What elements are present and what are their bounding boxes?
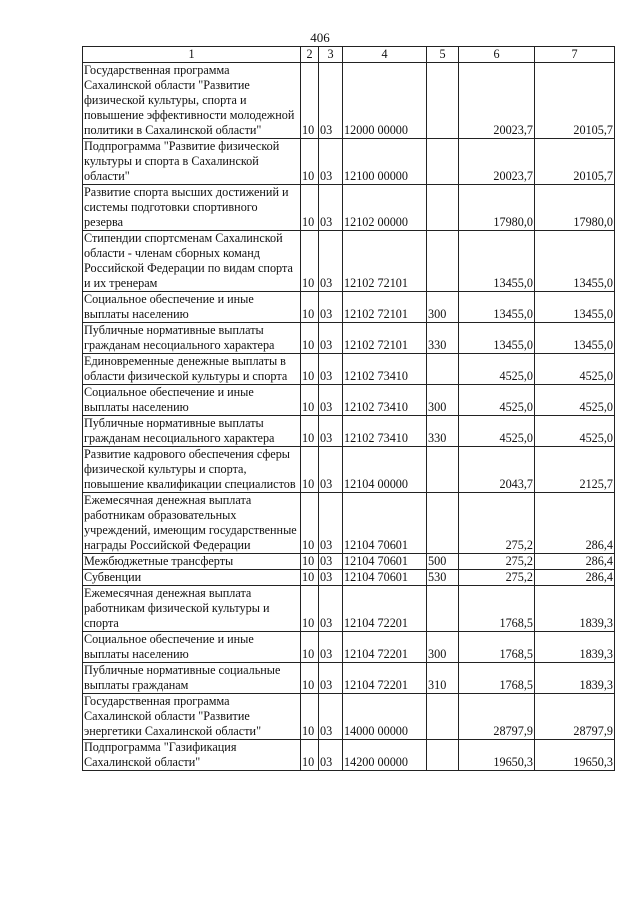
- expense-type-cell: 310: [427, 663, 459, 694]
- section-code-cell: 10: [301, 632, 319, 663]
- amount-year2-cell: 1839,3: [535, 586, 615, 632]
- table-row: [83, 63, 615, 139]
- amount-year1-cell: 4525,0: [459, 354, 535, 385]
- section-code-cell: 10: [301, 694, 319, 740]
- section-code-cell: 10: [301, 740, 319, 771]
- expense-type-cell: [427, 447, 459, 493]
- subsection-code-cell: 03: [319, 740, 343, 771]
- target-article-cell: 12104 72201: [343, 663, 427, 694]
- table-row: [83, 385, 615, 416]
- expense-type-cell: 300: [427, 385, 459, 416]
- amount-year2-cell: 19650,3: [535, 740, 615, 771]
- table-row: [83, 570, 615, 586]
- subsection-code-cell: 03: [319, 632, 343, 663]
- section-code-cell: 10: [301, 354, 319, 385]
- expense-type-cell: [427, 63, 459, 139]
- budget-table: [82, 46, 615, 771]
- amount-year1-cell: 28797,9: [459, 694, 535, 740]
- amount-year2-cell: 4525,0: [535, 385, 615, 416]
- amount-year1-cell: 4525,0: [459, 385, 535, 416]
- amount-year2-cell: 1839,3: [535, 663, 615, 694]
- amount-year1-cell: 1768,5: [459, 586, 535, 632]
- amount-year1-cell: 275,2: [459, 570, 535, 586]
- target-article-cell: 12102 72101: [343, 231, 427, 292]
- amount-year2-cell: 286,4: [535, 570, 615, 586]
- header-col-5: 5: [427, 47, 459, 63]
- row-name-cell: Государственная программа Сахалинской области "Развитие физической культуры, спорта и повышение эффективности молодежной политики в Сахалинской области": [83, 63, 301, 139]
- section-code-cell: 10: [301, 554, 319, 570]
- section-code-cell: 10: [301, 185, 319, 231]
- subsection-code-cell: 03: [319, 185, 343, 231]
- subsection-code-cell: 03: [319, 385, 343, 416]
- amount-year2-cell: 20105,7: [535, 63, 615, 139]
- amount-year2-cell: 286,4: [535, 493, 615, 554]
- target-article-cell: 12104 72201: [343, 586, 427, 632]
- expense-type-cell: [427, 694, 459, 740]
- table-row: [83, 185, 615, 231]
- expense-type-cell: 330: [427, 323, 459, 354]
- subsection-code-cell: 03: [319, 447, 343, 493]
- section-code-cell: 10: [301, 385, 319, 416]
- row-name-cell: Социальное обеспечение и иные выплаты населению: [83, 632, 301, 663]
- row-name-cell: Субвенции: [83, 570, 301, 586]
- target-article-cell: 12000 00000: [343, 63, 427, 139]
- target-article-cell: 12100 00000: [343, 139, 427, 185]
- table-row: [83, 447, 615, 493]
- expense-type-cell: 500: [427, 554, 459, 570]
- expense-type-cell: 330: [427, 416, 459, 447]
- target-article-cell: 12104 70601: [343, 493, 427, 554]
- row-name-cell: Подпрограмма "Развитие физической культуры и спорта в Сахалинской области": [83, 139, 301, 185]
- row-name-cell: Публичные нормативные выплаты гражданам несоциального характера: [83, 416, 301, 447]
- amount-year2-cell: 4525,0: [535, 416, 615, 447]
- row-name-cell: Публичные нормативные социальные выплаты гражданам: [83, 663, 301, 694]
- subsection-code-cell: 03: [319, 570, 343, 586]
- amount-year2-cell: 286,4: [535, 554, 615, 570]
- target-article-cell: 14000 00000: [343, 694, 427, 740]
- table-row: [83, 354, 615, 385]
- table-row: [83, 554, 615, 570]
- target-article-cell: 12102 73410: [343, 385, 427, 416]
- amount-year1-cell: 2043,7: [459, 447, 535, 493]
- expense-type-cell: [427, 586, 459, 632]
- subsection-code-cell: 03: [319, 63, 343, 139]
- section-code-cell: 10: [301, 63, 319, 139]
- amount-year1-cell: 13455,0: [459, 231, 535, 292]
- row-name-cell: Государственная программа Сахалинской области "Развитие энергетики Сахалинской области": [83, 694, 301, 740]
- subsection-code-cell: 03: [319, 663, 343, 694]
- subsection-code-cell: 03: [319, 416, 343, 447]
- table-row: [83, 139, 615, 185]
- target-article-cell: 12102 73410: [343, 354, 427, 385]
- amount-year2-cell: 2125,7: [535, 447, 615, 493]
- target-article-cell: 12104 72201: [343, 632, 427, 663]
- subsection-code-cell: 03: [319, 323, 343, 354]
- table-row: [83, 740, 615, 771]
- row-name-cell: Социальное обеспечение и иные выплаты населению: [83, 385, 301, 416]
- row-name-cell: Социальное обеспечение и иные выплаты населению: [83, 292, 301, 323]
- subsection-code-cell: 03: [319, 493, 343, 554]
- header-col-1: 1: [83, 47, 301, 63]
- header-col-3: 3: [319, 47, 343, 63]
- amount-year1-cell: 13455,0: [459, 292, 535, 323]
- expense-type-cell: [427, 231, 459, 292]
- amount-year1-cell: 1768,5: [459, 632, 535, 663]
- target-article-cell: 14200 00000: [343, 740, 427, 771]
- target-article-cell: 12104 70601: [343, 554, 427, 570]
- amount-year2-cell: 4525,0: [535, 354, 615, 385]
- header-col-4: 4: [343, 47, 427, 63]
- row-name-cell: Развитие кадрового обеспечения сферы физической культуры и спорта, повышение квалификации специалистов: [83, 447, 301, 493]
- section-code-cell: 10: [301, 292, 319, 323]
- amount-year2-cell: 28797,9: [535, 694, 615, 740]
- table-row: [83, 493, 615, 554]
- expense-type-cell: 300: [427, 632, 459, 663]
- target-article-cell: 12102 72101: [343, 292, 427, 323]
- amount-year1-cell: 275,2: [459, 554, 535, 570]
- header-col-7: 7: [535, 47, 615, 63]
- table-row: [83, 663, 615, 694]
- row-name-cell: Ежемесячная денежная выплата работникам физической культуры и спорта: [83, 586, 301, 632]
- section-code-cell: 10: [301, 231, 319, 292]
- row-name-cell: Развитие спорта высших достижений и системы подготовки спортивного резерва: [83, 185, 301, 231]
- subsection-code-cell: 03: [319, 231, 343, 292]
- expense-type-cell: [427, 354, 459, 385]
- table-row: [83, 586, 615, 632]
- target-article-cell: 12104 00000: [343, 447, 427, 493]
- expense-type-cell: [427, 139, 459, 185]
- section-code-cell: 10: [301, 586, 319, 632]
- table-row: [83, 231, 615, 292]
- page-number: 406: [310, 30, 330, 45]
- subsection-code-cell: 03: [319, 586, 343, 632]
- amount-year2-cell: 1839,3: [535, 632, 615, 663]
- subsection-code-cell: 03: [319, 292, 343, 323]
- amount-year1-cell: 275,2: [459, 493, 535, 554]
- section-code-cell: 10: [301, 663, 319, 694]
- row-name-cell: Межбюджетные трансферты: [83, 554, 301, 570]
- header-row: [83, 47, 615, 63]
- section-code-cell: 10: [301, 447, 319, 493]
- amount-year1-cell: 17980,0: [459, 185, 535, 231]
- table-row: [83, 632, 615, 663]
- table-body: [83, 63, 615, 771]
- row-name-cell: Подпрограмма "Газификация Сахалинской области": [83, 740, 301, 771]
- table-row: [83, 323, 615, 354]
- amount-year2-cell: 20105,7: [535, 139, 615, 185]
- amount-year2-cell: 17980,0: [535, 185, 615, 231]
- amount-year1-cell: 1768,5: [459, 663, 535, 694]
- section-code-cell: 10: [301, 493, 319, 554]
- target-article-cell: 12102 00000: [343, 185, 427, 231]
- amount-year1-cell: 4525,0: [459, 416, 535, 447]
- amount-year2-cell: 13455,0: [535, 323, 615, 354]
- section-code-cell: 10: [301, 323, 319, 354]
- expense-type-cell: [427, 493, 459, 554]
- table-row: [83, 292, 615, 323]
- amount-year2-cell: 13455,0: [535, 292, 615, 323]
- section-code-cell: 10: [301, 139, 319, 185]
- target-article-cell: 12102 73410: [343, 416, 427, 447]
- subsection-code-cell: 03: [319, 554, 343, 570]
- table-row: [83, 694, 615, 740]
- expense-type-cell: [427, 185, 459, 231]
- amount-year1-cell: 20023,7: [459, 63, 535, 139]
- section-code-cell: 10: [301, 416, 319, 447]
- subsection-code-cell: 03: [319, 139, 343, 185]
- subsection-code-cell: 03: [319, 354, 343, 385]
- amount-year1-cell: 19650,3: [459, 740, 535, 771]
- row-name-cell: Стипендии спортсменам Сахалинской области - членам сборных команд Российской Федерации по видам спорта и их тренерам: [83, 231, 301, 292]
- subsection-code-cell: 03: [319, 694, 343, 740]
- amount-year2-cell: 13455,0: [535, 231, 615, 292]
- expense-type-cell: 300: [427, 292, 459, 323]
- row-name-cell: Ежемесячная денежная выплата работникам образовательных учреждений, имеющим государственные награды Российской Федерации: [83, 493, 301, 554]
- target-article-cell: 12102 72101: [343, 323, 427, 354]
- header-col-2: 2: [301, 47, 319, 63]
- expense-type-cell: 530: [427, 570, 459, 586]
- amount-year1-cell: 13455,0: [459, 323, 535, 354]
- amount-year1-cell: 20023,7: [459, 139, 535, 185]
- header-col-6: 6: [459, 47, 535, 63]
- section-code-cell: 10: [301, 570, 319, 586]
- target-article-cell: 12104 70601: [343, 570, 427, 586]
- row-name-cell: Единовременные денежные выплаты в области физической культуры и спорта: [83, 354, 301, 385]
- expense-type-cell: [427, 740, 459, 771]
- table-row: [83, 416, 615, 447]
- row-name-cell: Публичные нормативные выплаты гражданам несоциального характера: [83, 323, 301, 354]
